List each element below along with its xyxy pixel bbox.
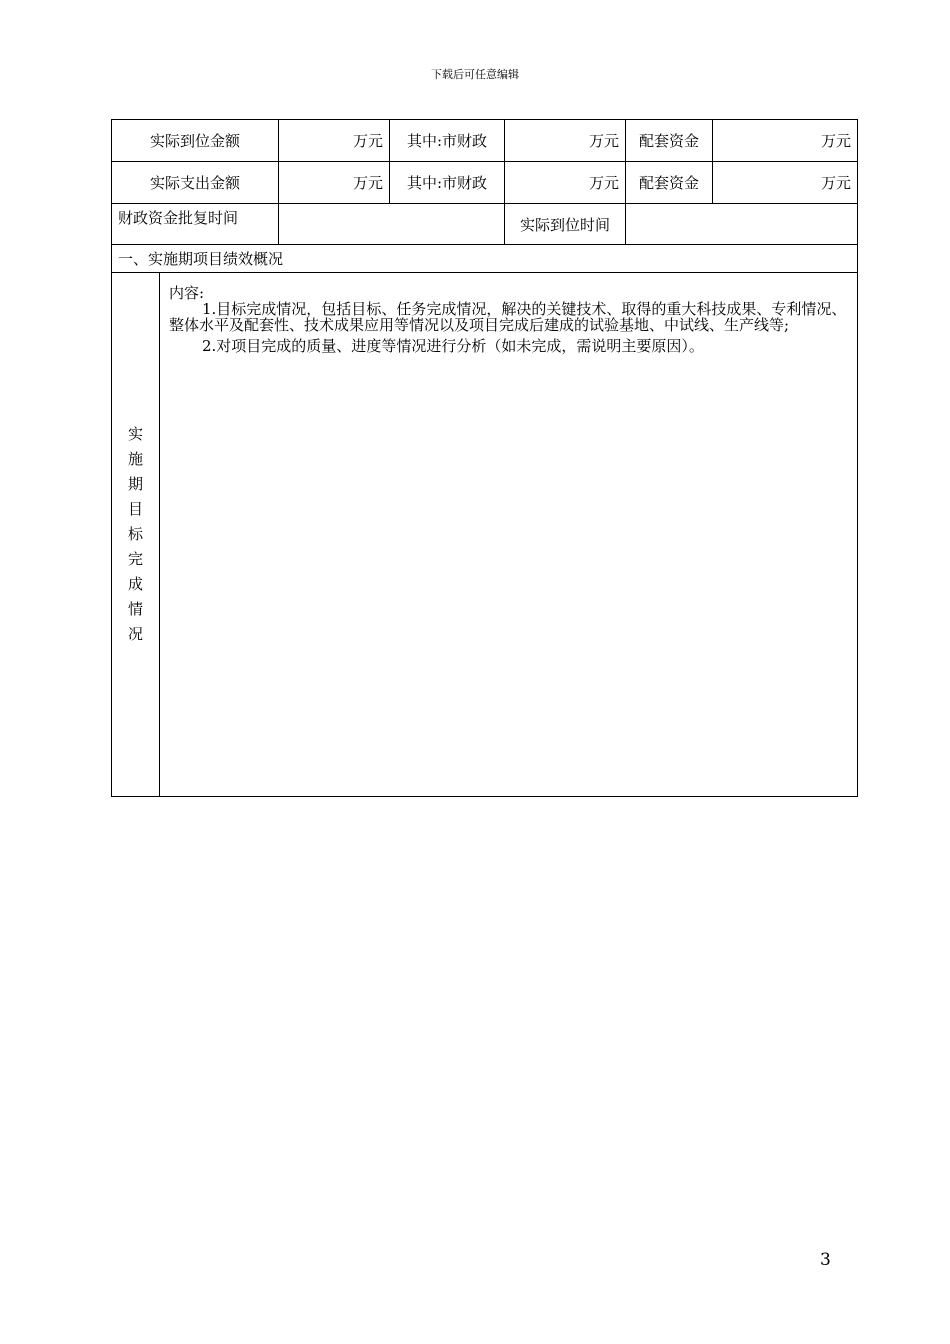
section-title: 一、实施期项目绩效概况 — [112, 245, 858, 273]
row-actual-received — [112, 120, 858, 162]
actual-received-city-label: 其中:市财政 — [390, 120, 505, 162]
actual-received-amount-field[interactable]: 万元 — [279, 120, 390, 162]
actual-received-city-field[interactable]: 万元 — [505, 120, 626, 162]
actual-received-matching-field[interactable]: 万元 — [713, 120, 858, 162]
content-item-1: 1.目标完成情况，包括目标、任务完成情况，解决的关键技术、取得的重大科技成果、专利情况、整体水平及配套性、技术成果应用等情况以及项目完成后建成的试验基地、中试线、生产线等; — [169, 300, 847, 334]
row-actual-spent — [112, 162, 858, 204]
approval-time-field[interactable] — [279, 204, 505, 245]
row-section-title — [112, 245, 858, 273]
arrival-time-label: 实际到位时间 — [505, 204, 626, 245]
row-section-body — [112, 273, 858, 797]
page-number: 3 — [820, 1250, 831, 1270]
actual-spent-label: 实际支出金额 — [112, 162, 279, 204]
arrival-time-field[interactable] — [626, 204, 858, 245]
content-heading: 内容: — [169, 284, 205, 302]
approval-time-label: 财政资金批复时间 — [112, 204, 279, 245]
actual-spent-city-label: 其中:市财政 — [390, 162, 505, 204]
actual-spent-amount-field[interactable]: 万元 — [279, 162, 390, 204]
side-label: 实施期目标完成情况 — [128, 425, 144, 643]
side-label-cell — [112, 273, 160, 797]
row-approval-time — [112, 204, 858, 245]
actual-spent-city-field[interactable]: 万元 — [505, 162, 626, 204]
content-cell[interactable] — [160, 273, 858, 797]
actual-spent-matching-label: 配套资金 — [626, 162, 713, 204]
actual-spent-matching-field[interactable]: 万元 — [713, 162, 858, 204]
actual-received-matching-label: 配套资金 — [626, 120, 713, 162]
header-note: 下载后可任意编辑 — [431, 68, 519, 81]
performance-form-table — [111, 119, 858, 797]
actual-received-label: 实际到位金额 — [112, 120, 279, 162]
content-item-2: 2.对项目完成的质量、进度等情况进行分析（如未完成，需说明主要原因）。 — [202, 337, 704, 355]
